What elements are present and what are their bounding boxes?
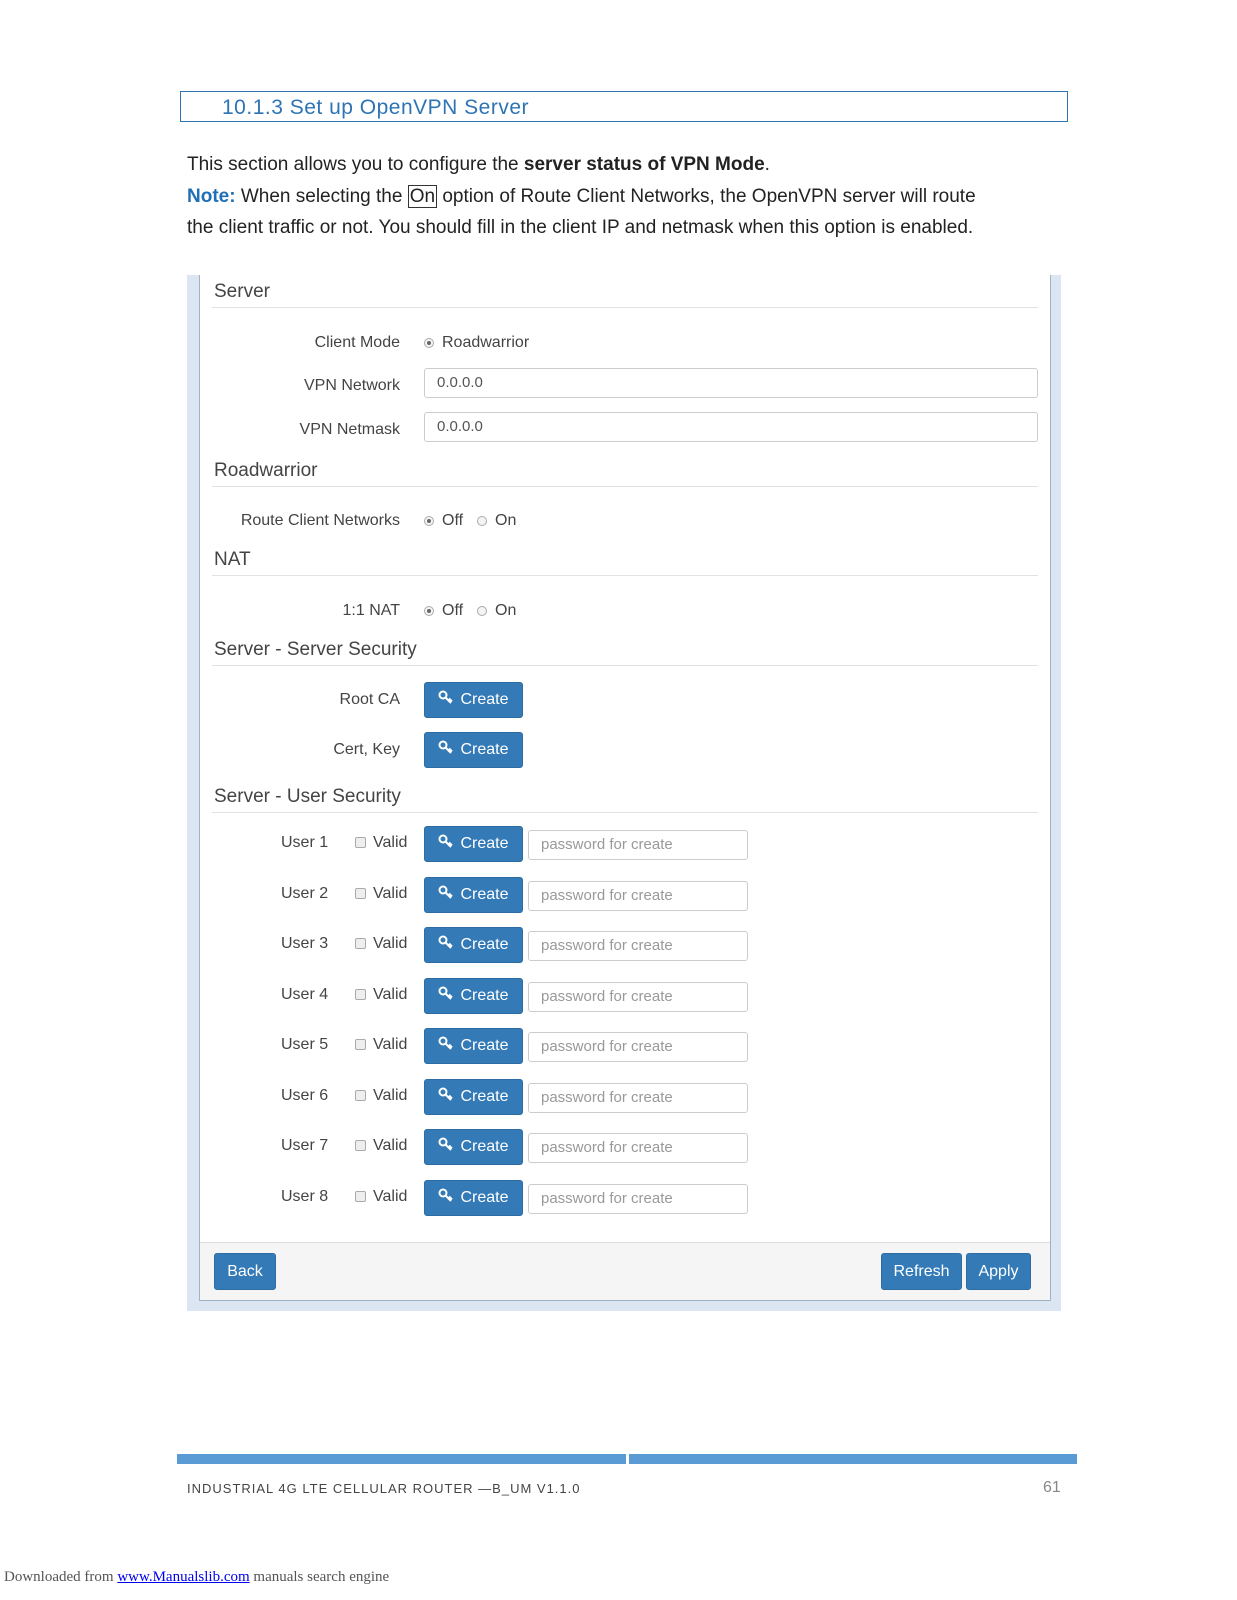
nat-on-radio[interactable]: [477, 606, 487, 616]
vpn-netmask-label: VPN Netmask: [299, 421, 400, 438]
valid-label: Valid: [373, 1137, 408, 1154]
note-text-rest: option of Route Client Networks, the OpenVPN server will route: [437, 186, 976, 207]
user-label: User 4: [281, 985, 329, 1003]
user-password-input[interactable]: password for create: [528, 881, 748, 911]
section-heading-box: [180, 91, 1068, 122]
section-user-security-title: Server - User Security: [214, 786, 401, 807]
user-label: User 5: [281, 1036, 329, 1053]
valid-checkbox[interactable]: [355, 1039, 366, 1050]
valid-label: Valid: [373, 884, 408, 902]
create-label: Create: [460, 936, 509, 954]
user-label: User 3: [281, 935, 329, 952]
download-note: [4, 1569, 389, 1586]
cert-key-create-button[interactable]: [424, 732, 523, 768]
valid-checkbox[interactable]: [355, 1191, 366, 1202]
download-pre: Downloaded from: [4, 1569, 118, 1585]
valid-label: Valid: [373, 834, 408, 851]
intro-note: [187, 181, 1067, 212]
route-off-label: Off: [442, 512, 464, 529]
root-ca-label: Root CA: [339, 691, 400, 708]
valid-checkbox[interactable]: [355, 989, 366, 1000]
section-server-security-title: Server - Server Security: [214, 639, 417, 660]
key-icon: [438, 878, 454, 912]
key-icon: [438, 1080, 454, 1114]
nat-off-label: Off: [442, 602, 464, 619]
intro-period: .: [764, 154, 770, 175]
note-text: When selecting the: [235, 186, 408, 207]
vpn-network-label: VPN Network: [303, 377, 400, 394]
valid-label: Valid: [373, 935, 408, 952]
user-create-button[interactable]: [424, 978, 523, 1014]
create-label: Create: [460, 885, 509, 903]
divider: [212, 307, 1038, 308]
page-number: 61: [1043, 1479, 1061, 1496]
create-label: Create: [460, 1087, 509, 1105]
key-icon: [438, 1029, 454, 1063]
client-mode-value: Roadwarrior: [442, 334, 530, 351]
back-button[interactable]: Back: [214, 1253, 276, 1290]
client-mode-label: Client Mode: [314, 334, 400, 351]
user-create-button[interactable]: [424, 826, 523, 862]
valid-label: Valid: [373, 1086, 408, 1104]
nat-off-radio[interactable]: [424, 606, 434, 616]
footer-doc-title: INDUSTRIAL 4G LTE CELLULAR ROUTER —B_UM V1.1.0: [187, 1481, 581, 1496]
panel-footer: [200, 1242, 1050, 1300]
user-password-input[interactable]: password for create: [528, 931, 748, 961]
valid-checkbox[interactable]: [355, 938, 366, 949]
note-boxed-on: On: [409, 186, 436, 207]
create-label: Create: [460, 741, 509, 759]
user-create-button[interactable]: [424, 1129, 523, 1165]
divider: [212, 486, 1038, 487]
valid-label: Valid: [373, 1187, 408, 1205]
footer-rule-right: [629, 1454, 1077, 1464]
manualslib-link[interactable]: www.Manualslib.com: [117, 1569, 250, 1585]
divider: [212, 812, 1038, 813]
key-icon: [438, 1181, 454, 1215]
route-client-networks-label: Route Client Networks: [240, 512, 400, 529]
valid-label: Valid: [373, 985, 408, 1003]
download-post: manuals search engine: [249, 1569, 390, 1585]
key-icon: [438, 1130, 454, 1164]
section-roadwarrior-title: Roadwarrior: [214, 460, 318, 481]
root-ca-create-button[interactable]: [424, 682, 523, 718]
valid-checkbox[interactable]: [355, 1090, 366, 1101]
apply-button[interactable]: Apply: [966, 1253, 1031, 1290]
intro-text: This section allows you to configure the: [187, 154, 524, 175]
user-password-input[interactable]: password for create: [528, 1133, 748, 1163]
user-create-button[interactable]: [424, 1028, 523, 1064]
user-label: User 6: [281, 1086, 329, 1104]
user-create-button[interactable]: [424, 1079, 523, 1115]
key-icon: [438, 683, 454, 717]
nat-label: 1:1 NAT: [342, 602, 400, 619]
key-icon: [438, 979, 454, 1013]
user-create-button[interactable]: [424, 877, 523, 913]
create-label: Create: [460, 835, 509, 853]
route-on-radio[interactable]: [477, 516, 487, 526]
divider: [212, 575, 1038, 576]
client-mode-radio[interactable]: [424, 338, 434, 348]
user-create-button[interactable]: [424, 1180, 523, 1216]
user-label: User 2: [281, 884, 329, 902]
user-password-input[interactable]: password for create: [528, 1184, 748, 1214]
user-password-input[interactable]: password for create: [528, 830, 748, 860]
nat-on-label: On: [495, 602, 517, 619]
refresh-button[interactable]: Refresh: [881, 1253, 962, 1290]
route-on-label: On: [495, 512, 517, 529]
user-label: User 8: [281, 1187, 329, 1205]
valid-checkbox[interactable]: [355, 1140, 366, 1151]
create-label: Create: [460, 691, 509, 709]
divider: [212, 665, 1038, 666]
create-label: Create: [460, 986, 509, 1004]
valid-label: Valid: [373, 1036, 408, 1053]
intro-line-1: [187, 149, 1067, 180]
valid-checkbox[interactable]: [355, 888, 366, 899]
vpn-network-input[interactable]: 0.0.0.0: [424, 368, 1038, 398]
key-icon: [438, 827, 454, 861]
key-icon: [438, 928, 454, 962]
user-label: User 1: [281, 834, 329, 851]
user-create-button[interactable]: [424, 927, 523, 963]
route-off-radio[interactable]: [424, 516, 434, 526]
intro-bold: server status of VPN Mode: [523, 154, 765, 175]
valid-checkbox[interactable]: [355, 837, 366, 848]
note-label: Note:: [187, 186, 236, 207]
key-icon: [438, 733, 454, 767]
create-label: Create: [460, 1138, 509, 1156]
user-password-input[interactable]: password for create: [528, 1032, 748, 1062]
user-label: User 7: [281, 1137, 329, 1154]
intro-line-3: the client traffic or not. You should fill in the client IP and netmask when this option is enabled.: [187, 217, 974, 238]
footer-rule-left: [177, 1454, 626, 1464]
create-label: Create: [460, 1037, 509, 1055]
user-password-input[interactable]: password for create: [528, 1083, 748, 1113]
create-label: Create: [460, 1188, 509, 1206]
user-password-input[interactable]: password for create: [528, 982, 748, 1012]
section-heading: 10.1.3 Set up OpenVPN Server: [222, 96, 530, 119]
cert-key-label: Cert, Key: [333, 741, 400, 758]
vpn-netmask-input[interactable]: 0.0.0.0: [424, 412, 1038, 442]
openvpn-server-panel: [199, 275, 1051, 1301]
section-server-title: Server: [214, 281, 270, 302]
section-nat-title: NAT: [214, 549, 251, 570]
